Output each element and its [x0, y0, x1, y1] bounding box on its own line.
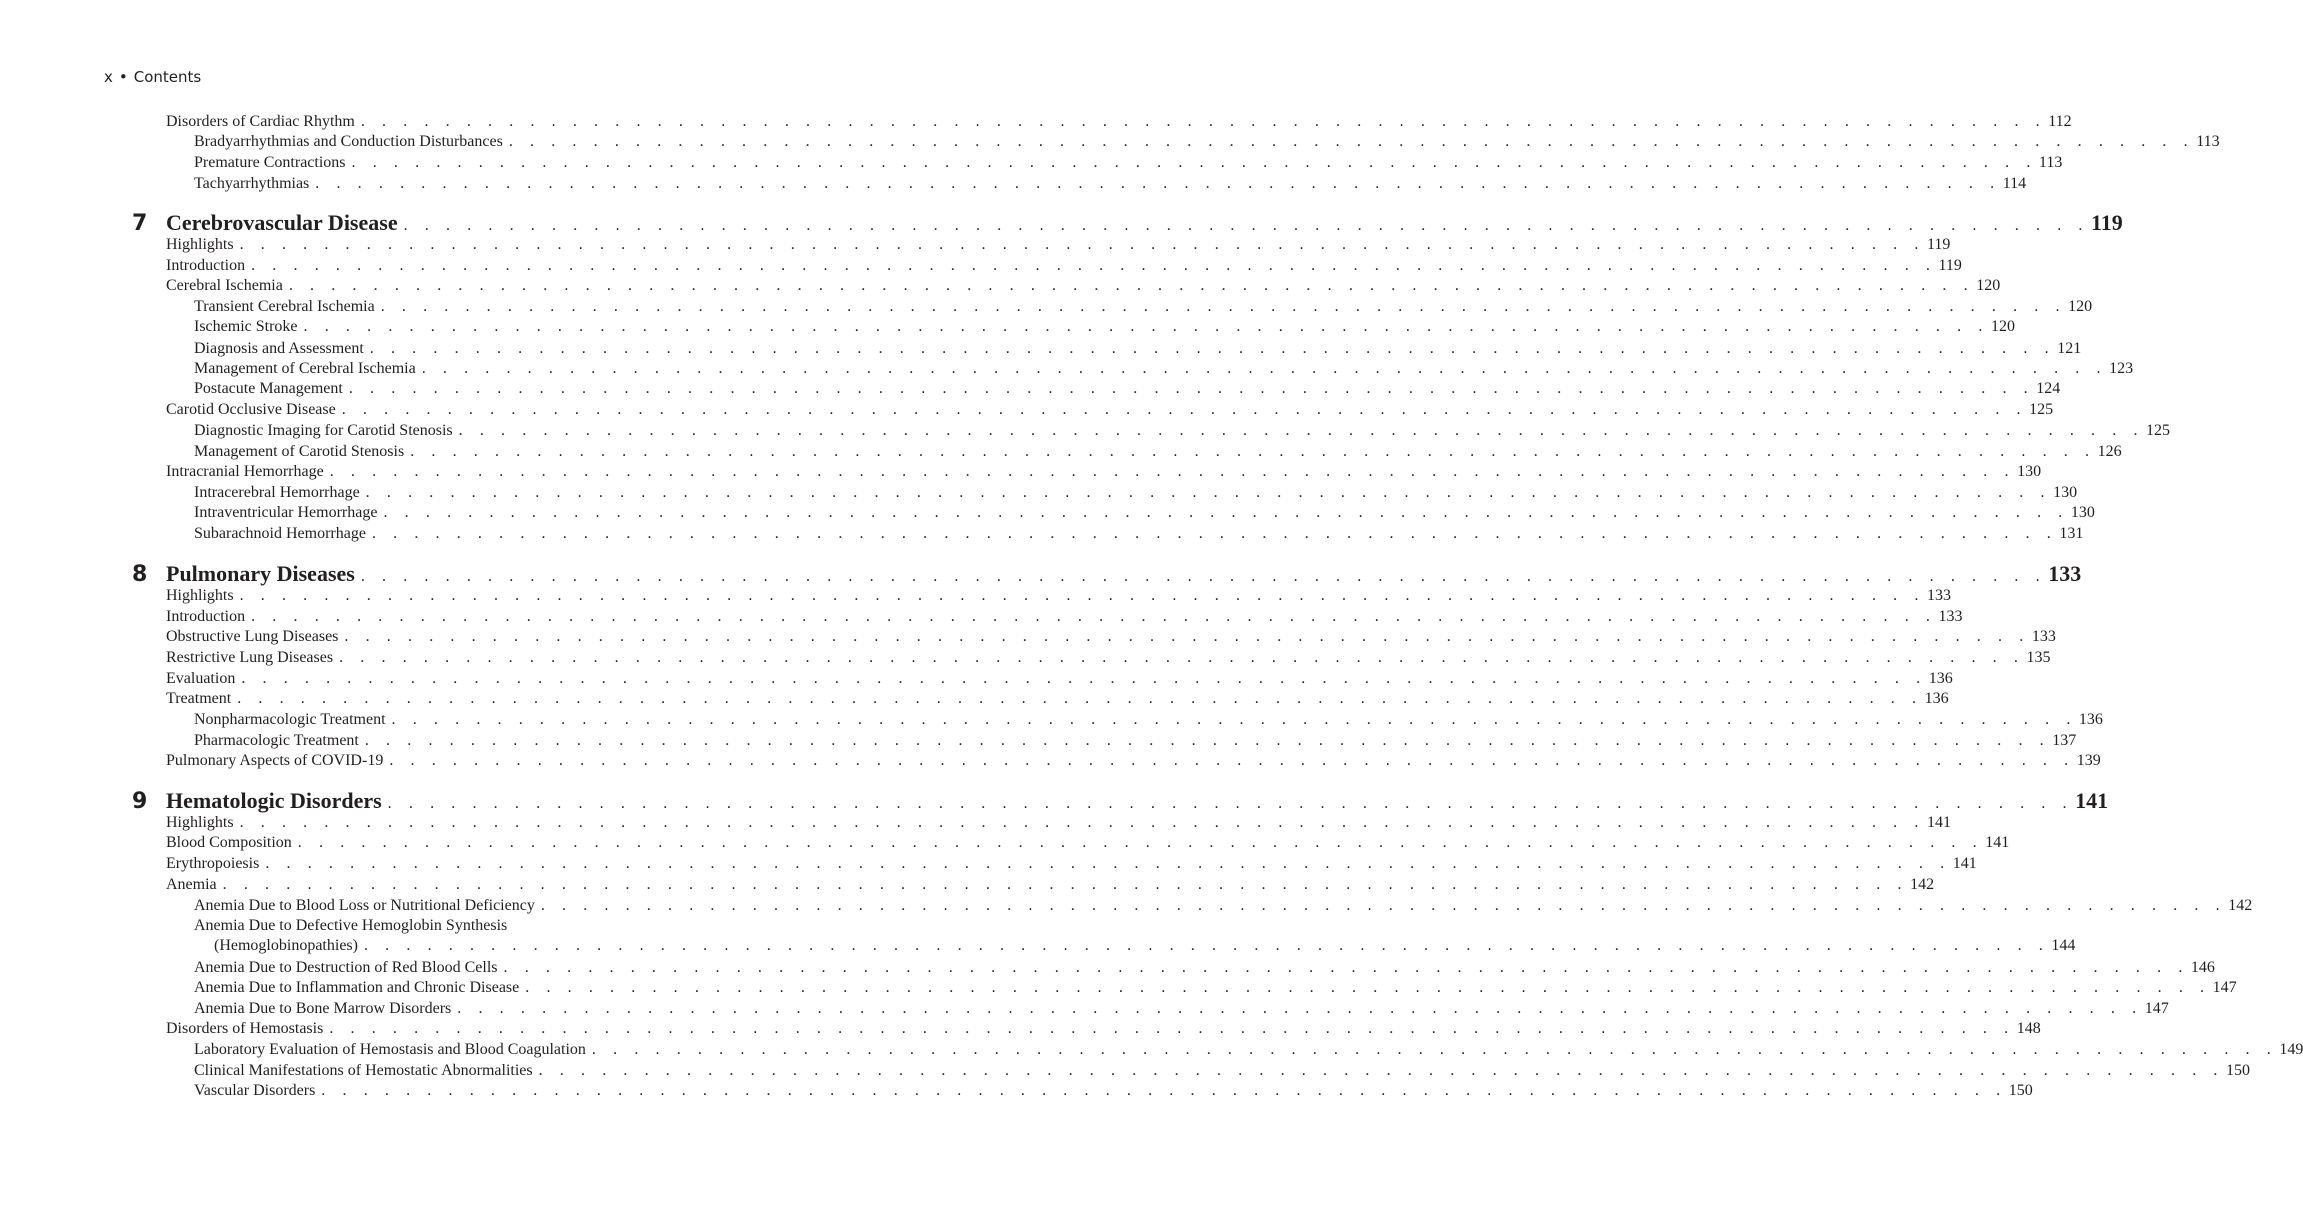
toc-entry-title: Evaluation: [166, 670, 236, 687]
toc-page-number: 123: [2109, 360, 2134, 377]
toc-entry-title: Introduction: [166, 608, 246, 625]
toc-page-number: 141: [1926, 814, 1951, 831]
toc-entry: [194, 709, 2103, 731]
toc-entry-title: Intracerebral Hemorrhage: [194, 484, 360, 501]
dot-leader: . . . . . . . . . . . . . . . . . . . . . . . . . . . . . . . . . . . . . . . . . . . . . . . . . . . . . . . . . . . . . . . . . . . . . . . . . . . . . . . .: [371, 525, 2058, 542]
toc-entry: [194, 378, 2061, 400]
toc-page-number: 141: [1952, 855, 1977, 872]
toc-entry-title: Intracranial Hemorrhage: [166, 463, 324, 480]
dot-leader: . . . . . . . . . . . . . . . . . . . . . . . . . . . . . . . . . . . . . . . . . . . . . . . . . . . . . . . . . . . . . . . . . . . . . . . . . . . . . . . .: [288, 277, 1975, 294]
toc-entry-title: Anemia: [166, 876, 217, 893]
toc-entry: [166, 399, 2054, 421]
toc-entry: [166, 234, 1951, 256]
toc-page-number: 119: [1926, 236, 1951, 253]
toc-entry-title: Pulmonary Aspects of COVID-19: [166, 752, 384, 769]
toc-entry: [194, 998, 2169, 1020]
toc-page-number: 147: [2212, 979, 2237, 996]
dot-leader: . . . . . . . . . . . . . . . . . . . . . . . . . . . . . . . . . . . . . . . . . . . . . . . . . . . . . . . . . . . . . . . . . . . . . . . . . . . . . . . .: [387, 795, 2074, 812]
toc-page-number: 126: [2097, 443, 2122, 460]
dot-leader: . . . . . . . . . . . . . . . . . . . . . . . . . . . . . . . . . . . . . . . . . . . . . . . . . . . . . . . . . . . . . . . . . . . . . . . . . . . . . . . .: [403, 217, 2089, 234]
toc-entry: [194, 502, 2095, 524]
toc-page-number: 130: [2053, 484, 2078, 501]
dot-leader: . . . . . . . . . . . . . . . . . . . . . . . . . . . . . . . . . . . . . . . . . . . . . . . . . . . . . . . . . . . . . . . . . . . . . . . . . . . . . . . .: [365, 484, 2052, 501]
toc-page-number: 120: [1990, 318, 2015, 335]
toc-entry-title: Postacute Management: [194, 380, 343, 397]
toc-page-number: 125: [2029, 401, 2054, 418]
toc-entry: [166, 255, 1962, 277]
toc-page-number: 148: [2016, 1020, 2041, 1037]
toc-entry-title: Anemia Due to Blood Loss or Nutritional Deficiency: [194, 897, 535, 914]
toc-entry-title: Subarachnoid Hemorrhage: [194, 525, 366, 542]
toc-entry: [166, 668, 1953, 690]
dot-leader: . . . . . . . . . . . . . . . . . . . . . . . . . . . . . . . . . . . . . . . . . . . . . . . . . . . . . . . . . . . . . . . . . . . . . . . . . . . . . . . .: [369, 340, 2056, 357]
dot-leader: . . . . . . . . . . . . . . . . . . . . . . . . . . . . . . . . . . . . . . . . . . . . . . . . . . . . . . . . . . . . . . . . . . . . . . . . . . . . . . . .: [503, 959, 2189, 976]
toc-entry: [194, 957, 2215, 979]
dot-leader: . . . . . . . . . . . . . . . . . . . . . . . . . . . . . . . . . . . . . . . . . . . . . . . . . . . . . . . . . . . . . . . . . . . . . . . . . . . . . . . .: [363, 937, 2050, 954]
toc-entry-title: Anemia Due to Defective Hemoglobin Synthesis: [194, 917, 508, 934]
toc-entry-title: Pharmacologic Treatment: [194, 732, 359, 749]
toc-entry-title: Laboratory Evaluation of Hemostasis and Blood Coagulation: [194, 1041, 586, 1058]
toc-page-number: 131: [2059, 525, 2084, 542]
running-head: [104, 66, 201, 88]
dot-leader: . . . . . . . . . . . . . . . . . . . . . . . . . . . . . . . . . . . . . . . . . . . . . . . . . . . . . . . . . . . . . . . . . . . . . . . . . . . . . . . .: [348, 380, 2035, 397]
toc-entry: [194, 977, 2237, 999]
toc-page-number: 114: [2002, 175, 2027, 192]
toc-entry: [194, 338, 2082, 360]
dot-leader: . . . . . . . . . . . . . . . . . . . . . . . . . . . . . . . . . . . . . . . . . . . . . . . . . . . . . . . . . . . . . . . . . . . . . . . . . . . . . . . .: [540, 897, 2227, 914]
dot-leader: . . . . . . . . . . . . . . . . . . . . . . . . . . . . . . . . . . . . . . . . . . . . . . . . . . . . . . . . . . . . . . . . . . . . . . . . . . . . . . . .: [239, 587, 1925, 604]
toc-page-number: 142: [2228, 897, 2253, 914]
toc-entry-title: Nonpharmacologic Treatment: [194, 711, 386, 728]
toc-entry: [194, 152, 2063, 174]
dot-leader: . . . . . . . . . . . . . . . . . . . . . . . . . . . . . . . . . . . . . . . . . . . . . . . . . . . . . . . . . . . . . . . . . . . . . . . . . . . . . . . .: [321, 1082, 2007, 1099]
toc-page-number: 133: [1938, 608, 1963, 625]
toc-entry: [194, 915, 507, 937]
dot-leader: . . . . . . . . . . . . . . . . . . . . . . . . . . . . . . . . . . . . . . . . . . . . . . . . . . . . . . . . . . . . . . . . . . . . . . . . . . . . . . . .: [364, 732, 2051, 749]
dot-leader: . . . . . . . . . . . . . . . . . . . . . . . . . . . . . . . . . . . . . . . . . . . . . . . . . . . . . . . . . . . . . . . . . . . . . . . . . . . . . . . .: [241, 670, 1927, 687]
toc-entry-title: Obstructive Lung Diseases: [166, 628, 339, 645]
toc-page-number: 135: [2026, 649, 2051, 666]
dot-leader: . . . . . . . . . . . . . . . . . . . . . . . . . . . . . . . . . . . . . . . . . . . . . . . . . . . . . . . . . . . . . . . . . . . . . . . . . . . . . . . .: [251, 608, 1937, 625]
toc-page-number: 125: [2146, 422, 2171, 439]
dot-leader: . . . . . . . . . . . . . . . . . . . . . . . . . . . . . . . . . . . . . . . . . . . . . . . . . . . . . . . . . . . . . . . . . . . . . . . . . . . . . . . .: [297, 834, 1984, 851]
toc-page-number: 133: [1926, 587, 1951, 604]
toc-page-number: 136: [1924, 690, 1949, 707]
toc-page-number: 113: [2196, 133, 2220, 150]
toc-page-number: 136: [1928, 670, 1953, 687]
dot-leader: . . . . . . . . . . . . . . . . . . . . . . . . . . . . . . . . . . . . . . . . . . . . . . . . . . . . . . . . . . . . . . . . . . . . . . . . . . . . . . . .: [458, 422, 2145, 439]
toc-page-number: 150: [2226, 1062, 2251, 1079]
dot-leader: . . . . . . . . . . . . . . . . . . . . . . . . . . . . . . . . . . . . . . . . . . . . . . . . . . . . . . . . . . . . . . . . . . . . . . . . . . . . . . . .: [508, 133, 2195, 150]
dot-leader: . . . . . . . . . . . . . . . . . . . . . . . . . . . . . . . . . . . . . . . . . . . . . . . . . . . . . . . . . . . . . . . . . . . . . . . . . . . . . . . .: [389, 752, 2075, 769]
running-head-title: Contents: [133, 68, 202, 86]
toc-entry: [166, 832, 2010, 854]
toc-entry-title: Pulmonary Diseases: [166, 561, 355, 586]
toc-entry: [194, 420, 2171, 442]
toc-entry-title: Anemia Due to Inflammation and Chronic Disease: [194, 979, 520, 996]
toc-page-number: 121: [2057, 340, 2082, 357]
dot-leader: . . . . . . . . . . . . . . . . . . . . . . . . . . . . . . . . . . . . . . . . . . . . . . . . . . . . . . . . . . . . . . . . . . . . . . . . . . . . . . . .: [344, 628, 2030, 645]
page-number: x: [104, 68, 113, 86]
toc-entry-title: Hematologic Disorders: [166, 788, 382, 813]
toc-page-number: 113: [2038, 154, 2063, 171]
toc-entry: [166, 111, 2072, 133]
toc-entry-title: Highlights: [166, 814, 234, 831]
toc-entry: [166, 688, 1949, 710]
toc-entry-title: Highlights: [166, 236, 234, 253]
toc-page-number: 149: [2279, 1041, 2303, 1058]
toc-page-number: 133: [2048, 561, 2082, 586]
toc-entry: [194, 482, 2078, 504]
toc-entry: [166, 606, 1963, 628]
toc-entry-title: Carotid Occlusive Disease: [166, 401, 336, 418]
toc-entry-title: Ischemic Stroke: [194, 318, 298, 335]
toc-entry-title: Disorders of Hemostasis: [166, 1020, 324, 1037]
chapter-number: 8: [132, 562, 148, 587]
toc-page-number: 130: [2017, 463, 2042, 480]
toc-entry-title: Vascular Disorders: [194, 1082, 316, 1099]
dot-leader: . . . . . . . . . . . . . . . . . . . . . . . . . . . . . . . . . . . . . . . . . . . . . . . . . . . . . . . . . . . . . . . . . . . . . . . . . . . . . . . .: [329, 463, 2016, 480]
toc-entry: [194, 1060, 2251, 1082]
toc-entry: [166, 275, 2001, 297]
toc-entry-title: Introduction: [166, 257, 246, 274]
dot-leader: . . . . . . . . . . . . . . . . . . . . . . . . . . . . . . . . . . . . . . . . . . . . . . . . . . . . . . . . . . . . . . . . . . . . . . . . . . . . . . . .: [303, 318, 1989, 335]
toc-page-number: 120: [1976, 277, 2001, 294]
dot-leader: . . . . . . . . . . . . . . . . . . . . . . . . . . . . . . . . . . . . . . . . . . . . . . . . . . . . . . . . . . . . . . . . . . . . . . . . . . . . . . . .: [391, 711, 2077, 728]
toc-page-number: 141: [1985, 834, 2010, 851]
toc-page-number: 142: [1910, 876, 1935, 893]
toc-entry-title: Intraventricular Hemorrhage: [194, 504, 378, 521]
toc-page-number: 136: [2078, 711, 2103, 728]
dot-leader: . . . . . . . . . . . . . . . . . . . . . . . . . . . . . . . . . . . . . . . . . . . . . . . . . . . . . . . . . . . . . . . . . . . . . . . . . . . . . . . .: [351, 154, 2037, 171]
toc-entry-title: Erythropoiesis: [166, 855, 260, 872]
toc-entry-title: Blood Composition: [166, 834, 292, 851]
toc-entry-title: Management of Cerebral Ischemia: [194, 360, 416, 377]
toc-entry-title: Treatment: [166, 690, 232, 707]
dot-leader: . . . . . . . . . . . . . . . . . . . . . . . . . . . . . . . . . . . . . . . . . . . . . . . . . . . . . . . . . . . . . . . . . . . . . . . . . . . . . . . .: [360, 113, 2047, 130]
dot-leader: . . . . . . . . . . . . . . . . . . . . . . . . . . . . . . . . . . . . . . . . . . . . . . . . . . . . . . . . . . . . . . . . . . . . . . . . . . . . . . . .: [239, 814, 1925, 831]
chapter-number: 7: [132, 211, 148, 236]
toc-page-number: 141: [2075, 788, 2109, 813]
toc-entry: [166, 1018, 2041, 1040]
dot-leader: . . . . . . . . . . . . . . . . . . . . . . . . . . . . . . . . . . . . . . . . . . . . . . . . . . . . . . . . . . . . . . . . . . . . . . . . . . . . . . . .: [239, 236, 1925, 253]
toc-entry-title: Cerebrovascular Disease: [166, 210, 398, 235]
toc-page-number: 120: [2068, 298, 2093, 315]
toc-entry-title: Tachyarrhythmias: [194, 175, 310, 192]
toc-entry: [194, 358, 2134, 380]
toc-entry: [166, 461, 2042, 483]
dot-leader: . . . . . . . . . . . . . . . . . . . . . . . . . . . . . . . . . . . . . . . . . . . . . . . . . . . . . . . . . . . . . . . . . . . . . . . . . . . . . . . .: [591, 1041, 2278, 1058]
toc-entry: [194, 1039, 2303, 1061]
toc-entry: [194, 441, 2122, 463]
dot-leader: . . . . . . . . . . . . . . . . . . . . . . . . . . . . . . . . . . . . . . . . . . . . . . . . . . . . . . . . . . . . . . . . . . . . . . . . . . . . . . . .: [339, 649, 2025, 666]
toc-entry: [166, 626, 2056, 648]
dot-leader: . . . . . . . . . . . . . . . . . . . . . . . . . . . . . . . . . . . . . . . . . . . . . . . . . . . . . . . . . . . . . . . . . . . . . . . . . . . . . . . .: [329, 1020, 2015, 1037]
dot-leader: . . . . . . . . . . . . . . . . . . . . . . . . . . . . . . . . . . . . . . . . . . . . . . . . . . . . . . . . . . . . . . . . . . . . . . . . . . . . . . . .: [538, 1062, 2225, 1079]
toc-entry: [194, 730, 2077, 752]
toc-page-number: 137: [2052, 732, 2077, 749]
dot-leader: . . . . . . . . . . . . . . . . . . . . . . . . . . . . . . . . . . . . . . . . . . . . . . . . . . . . . . . . . . . . . . . . . . . . . . . . . . . . . . . .: [341, 401, 2028, 418]
toc-entry-title: Management of Carotid Stenosis: [194, 443, 405, 460]
toc-entry: [166, 585, 1951, 607]
toc-entry-title: Anemia Due to Destruction of Red Blood Cells: [194, 959, 498, 976]
dot-leader: . . . . . . . . . . . . . . . . . . . . . . . . . . . . . . . . . . . . . . . . . . . . . . . . . . . . . . . . . . . . . . . . . . . . . . . . . . . . . . . .: [360, 568, 2047, 585]
dot-leader: . . . . . . . . . . . . . . . . . . . . . . . . . . . . . . . . . . . . . . . . . . . . . . . . . . . . . . . . . . . . . . . . . . . . . . . . . . . . . . . .: [525, 979, 2211, 996]
dot-leader: . . . . . . . . . . . . . . . . . . . . . . . . . . . . . . . . . . . . . . . . . . . . . . . . . . . . . . . . . . . . . . . . . . . . . . . . . . . . . . . .: [251, 257, 1937, 274]
toc-entry-title: Clinical Manifestations of Hemostatic Abnormalities: [194, 1062, 533, 1079]
toc-entry-title: (Hemoglobinopathies): [214, 937, 358, 954]
toc-entry: [194, 173, 2027, 195]
toc-entry-title: Diagnostic Imaging for Carotid Stenosis: [194, 422, 453, 439]
toc-entry: [166, 750, 2101, 772]
dot-leader: . . . . . . . . . . . . . . . . . . . . . . . . . . . . . . . . . . . . . . . . . . . . . . . . . . . . . . . . . . . . . . . . . . . . . . . . . . . . . . . .: [237, 690, 1923, 707]
toc-entry-title: Bradyarrhythmias and Conduction Disturbances: [194, 133, 503, 150]
toc-page-number: 144: [2051, 937, 2076, 954]
toc-page-number: 150: [2008, 1082, 2033, 1099]
toc-page-number: 112: [2048, 113, 2072, 130]
chapter-number: 9: [132, 789, 148, 814]
toc-page-number: 130: [2070, 504, 2095, 521]
dot-leader: . . . . . . . . . . . . . . . . . . . . . . . . . . . . . . . . . . . . . . . . . . . . . . . . . . . . . . . . . . . . . . . . . . . . . . . . . . . . . . . .: [457, 1000, 2143, 1017]
toc-entry: [194, 131, 2220, 153]
toc-page-number: 133: [2031, 628, 2056, 645]
toc-entry-title: Cerebral Ischemia: [166, 277, 283, 294]
toc-entry: [166, 853, 1977, 875]
toc-entry: [194, 1080, 2033, 1102]
toc-entry-title: Diagnosis and Assessment: [194, 340, 364, 357]
dot-leader: . . . . . . . . . . . . . . . . . . . . . . . . . . . . . . . . . . . . . . . . . . . . . . . . . . . . . . . . . . . . . . . . . . . . . . . . . . . . . . . .: [410, 443, 2096, 460]
toc-page-number: 139: [2076, 752, 2101, 769]
dot-leader: . . . . . . . . . . . . . . . . . . . . . . . . . . . . . . . . . . . . . . . . . . . . . . . . . . . . . . . . . . . . . . . . . . . . . . . . . . . . . . . .: [380, 298, 2067, 315]
toc-entry-title: Restrictive Lung Diseases: [166, 649, 334, 666]
toc-entry: [194, 316, 2015, 338]
toc-entry-title: Disorders of Cardiac Rhythm: [166, 113, 355, 130]
toc-entry: [194, 895, 2253, 917]
toc-entry-title: Premature Contractions: [194, 154, 346, 171]
toc-entry: [214, 935, 2076, 957]
dot-leader: . . . . . . . . . . . . . . . . . . . . . . . . . . . . . . . . . . . . . . . . . . . . . . . . . . . . . . . . . . . . . . . . . . . . . . . . . . . . . . . .: [222, 876, 1909, 893]
toc-page-number: 146: [2190, 959, 2215, 976]
toc-entry: [166, 874, 1935, 896]
toc-entry: [194, 523, 2084, 545]
dot-leader: . . . . . . . . . . . . . . . . . . . . . . . . . . . . . . . . . . . . . . . . . . . . . . . . . . . . . . . . . . . . . . . . . . . . . . . . . . . . . . . .: [265, 855, 1951, 872]
dot-leader: . . . . . . . . . . . . . . . . . . . . . . . . . . . . . . . . . . . . . . . . . . . . . . . . . . . . . . . . . . . . . . . . . . . . . . . . . . . . . . . .: [421, 360, 2108, 377]
toc-entry-title: Transient Cerebral Ischemia: [194, 298, 375, 315]
dot-leader: . . . . . . . . . . . . . . . . . . . . . . . . . . . . . . . . . . . . . . . . . . . . . . . . . . . . . . . . . . . . . . . . . . . . . . . . . . . . . . . .: [315, 175, 2001, 192]
toc-entry: [194, 296, 2093, 318]
toc-page-number: 147: [2144, 1000, 2169, 1017]
toc-entry: [166, 812, 1951, 834]
toc-page-number: 119: [1938, 257, 1962, 274]
dot-leader: . . . . . . . . . . . . . . . . . . . . . . . . . . . . . . . . . . . . . . . . . . . . . . . . . . . . . . . . . . . . . . . . . . . . . . . . . . . . . . . .: [383, 504, 2069, 521]
toc-entry: [166, 647, 2051, 669]
bullet-separator: •: [118, 68, 128, 86]
toc-entry-title: Anemia Due to Bone Marrow Disorders: [194, 1000, 452, 1017]
toc-page-number: 124: [2036, 380, 2061, 397]
toc-entry-title: Highlights: [166, 587, 234, 604]
toc-page-number: 119: [2091, 210, 2123, 235]
